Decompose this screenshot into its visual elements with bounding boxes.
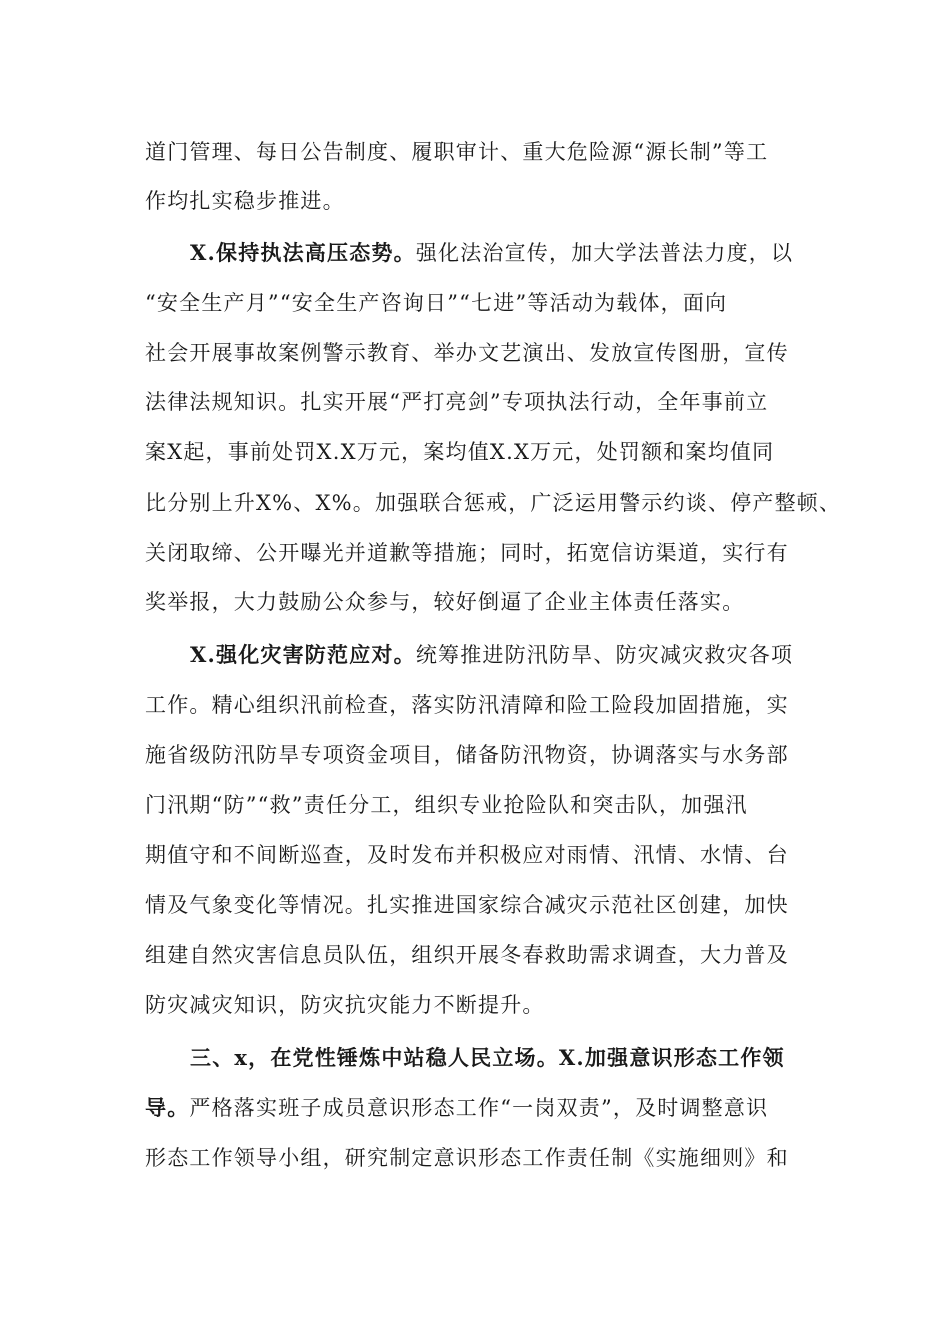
paragraph-3-line-1 xyxy=(190,640,830,670)
line-text: 强化法治宣传，加大学法普法力度，以 xyxy=(415,241,794,265)
section-heading-continuation: 导。 xyxy=(145,1095,190,1120)
paragraph-3-line-5 xyxy=(145,840,825,870)
paragraph-1-line-2 xyxy=(145,186,825,216)
line-text: 严格落实班子成员意识形态工作“一岗双责”，及时调整意识 xyxy=(189,1096,769,1120)
paragraph-heading: X.保持执法高压态势。 xyxy=(190,240,416,265)
paragraph-4-line-1 xyxy=(190,1043,830,1073)
paragraph-2-line-6 xyxy=(145,488,842,518)
line-text: 社会开展事故案例警示教育、举办文艺演出、发放宣传图册，宣传 xyxy=(145,341,789,365)
paragraph-2-line-2 xyxy=(145,288,825,318)
paragraph-2-line-5 xyxy=(145,437,825,467)
paragraph-2-line-3 xyxy=(145,338,825,368)
line-text: 统筹推进防汛防旱、防灾减灾救灾各项 xyxy=(415,643,794,667)
line-text: 法律法规知识。扎实开展“严打亮剑”专项执法行动，全年事前立 xyxy=(145,390,769,414)
section-heading: 三、x，在党性锤炼中站稳人民立场。X.加强意识形态工作领 xyxy=(190,1045,785,1070)
line-text: 关闭取缔、公开曝光并道歉等措施；同时，拓宽信访渠道，实行有 xyxy=(145,541,789,565)
paragraph-2-line-8 xyxy=(145,587,825,617)
line-text: 形态工作领导小组，研究制定意识形态工作责任制《实施细则》和 xyxy=(145,1146,789,1170)
paragraph-3-line-8 xyxy=(145,990,825,1020)
paragraph-4-line-2 xyxy=(145,1093,825,1123)
line-text: 防灾减灾知识，防灾抗灾能力不断提升。 xyxy=(145,993,545,1017)
line-text: 施省级防汛防旱专项资金项目，储备防汛物资，协调落实与水务部 xyxy=(145,743,789,767)
paragraph-1-line-1 xyxy=(145,137,825,167)
paragraph-2-line-1 xyxy=(190,238,830,268)
line-text: 道门管理、每日公告制度、履职审计、重大危险源“源长制”等工 xyxy=(145,140,769,164)
line-text: 工作。精心组织汛前检查，落实防汛清障和险工险段加固措施，实 xyxy=(145,693,789,717)
paragraph-heading: X.强化灾害防范应对。 xyxy=(190,642,416,667)
line-text: 组建自然灾害信息员队伍，组织开展冬春救助需求调查，大力普及 xyxy=(145,943,789,967)
line-text: 作均扎实稳步推进。 xyxy=(145,189,345,213)
paragraph-3-line-2 xyxy=(145,690,825,720)
line-text: 门汛期“防”“救”责任分工，组织专业抢险队和突击队，加强汛 xyxy=(145,793,748,817)
line-text: 情及气象变化等情况。扎实推进国家综合减灾示范社区创建，加快 xyxy=(145,893,789,917)
line-text: 奖举报，大力鼓励公众参与，较好倒逼了企业主体责任落实。 xyxy=(145,590,745,614)
paragraph-2-line-4 xyxy=(145,387,825,417)
paragraph-4-line-3 xyxy=(145,1143,825,1173)
paragraph-3-line-6 xyxy=(145,890,825,920)
paragraph-2-line-7 xyxy=(145,538,825,568)
line-text: 比分别上升X%、X%。加强联合惩戒，广泛运用警示约谈、停产整顿、 xyxy=(145,491,842,515)
line-text: 案X起，事前处罚X.X万元，案均值X.X万元，处罚额和案均值同 xyxy=(145,440,775,464)
paragraph-3-line-3 xyxy=(145,740,825,770)
paragraph-3-line-7 xyxy=(145,940,825,970)
paragraph-3-line-4 xyxy=(145,790,825,820)
line-text: 期值守和不间断巡查，及时发布并积极应对雨情、汛情、水情、台 xyxy=(145,843,789,867)
line-text: “安全生产月”“安全生产咨询日”“七进”等活动为载体，面向 xyxy=(145,291,728,315)
